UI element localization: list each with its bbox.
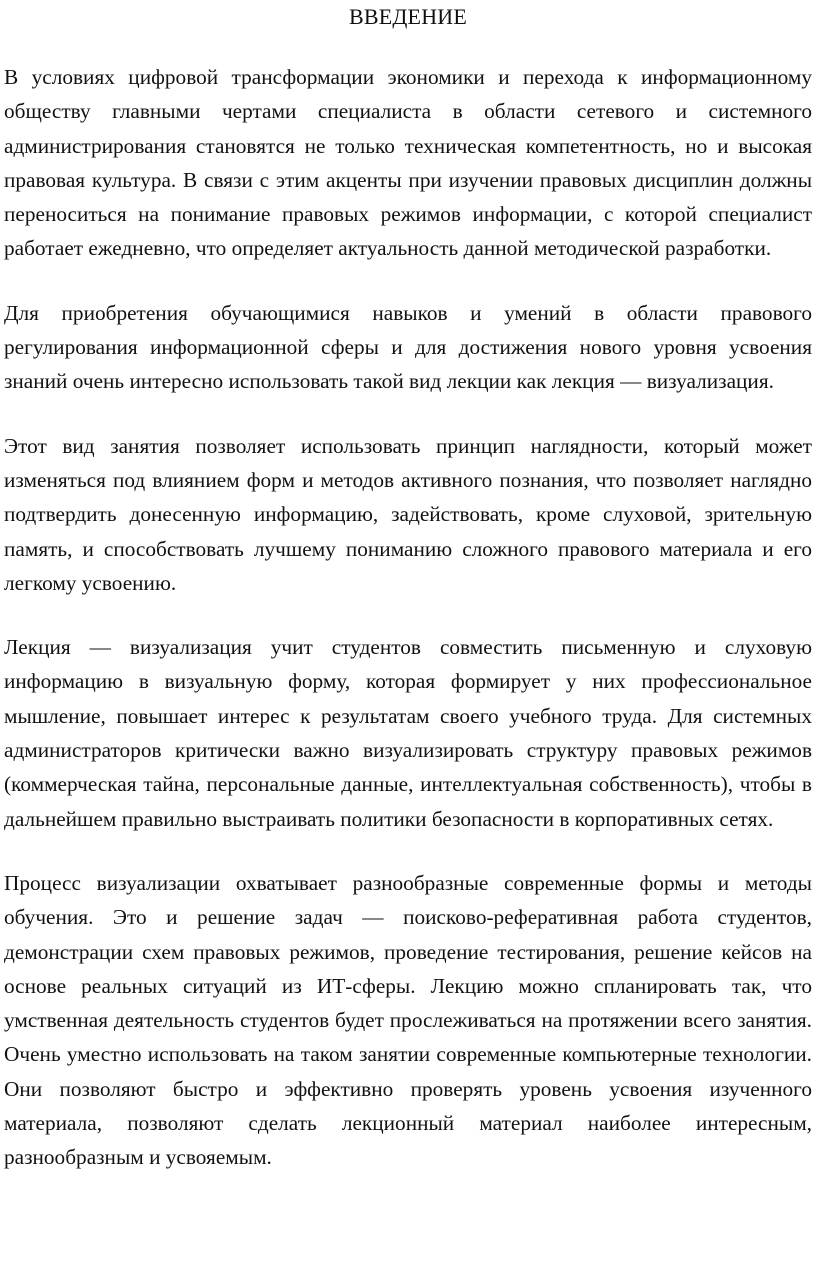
paragraph-visualization-process: Процесс визуализации охватывает разнообразные современные формы и методы обучения. Это и решение задач — поисково-реферативная работа студентов, демонстрации схем правовых режимов, проведение тестирования, решение кейсов на основе реальных ситуаций из ИТ-сферы. Лекцию можно спланировать так, что умственная деятельность студентов будет прослеживаться на протяжении всего занятия. Очень уместно использовать на таком занятии современные компьютерные технологии. Они позволяют быстро и эффективно проверять уровень усвоения изученного материала, позволяют сделать лекционный материал наиболее интересным, разнообразным и усвояемым. [4,870,812,1170]
paragraph-intro: В условиях цифровой трансформации экономики и перехода к информационному обществу главными чертами специалиста в области сетевого и системного администрирования становятся не только техническая компетентность, но и высокая правовая культура. В связи с этим акценты при изучении правовых дисциплин должны переноситься на понимание правовых режимов информации, с которой специалист работает ежедневно, что определяет актуальность данной методической разработки. [4,65,812,261]
paragraph-lecture-type: Для приобретения обучающимися навыков и умений в области правового регулирования информационной сферы и для достижения нового уровня усвоения знаний очень интересно использовать такой вид лекции как лекция — визуализация. [4,300,812,394]
paragraph-visibility-principle: Этот вид занятия позволяет использовать принцип наглядности, который может изменяться под влиянием форм и методов активного познания, что позволяет наглядно подтвердить донесенную информацию, задействовать, кроме слуховой, зрительную память, и способствовать лучшему пониманию сложного правового материала и его легкому усвоению. [4,433,812,595]
document-title: ВВЕДЕНИЕ [348,4,468,29]
paragraph-visualization-benefits: Лекция — визуализация учит студентов совместить письменную и слуховую информацию в визуальную форму, которая формирует у них профессиональное мышление, повышает интерес к результатам своего учебного труда. Для системных администраторов критически важно визуализировать структуру правовых режимов (коммерческая тайна, персональные данные, интеллектуальная собственность), чтобы в дальнейшем правильно выстраивать политики безопасности в корпоративных сетях. [4,635,812,831]
